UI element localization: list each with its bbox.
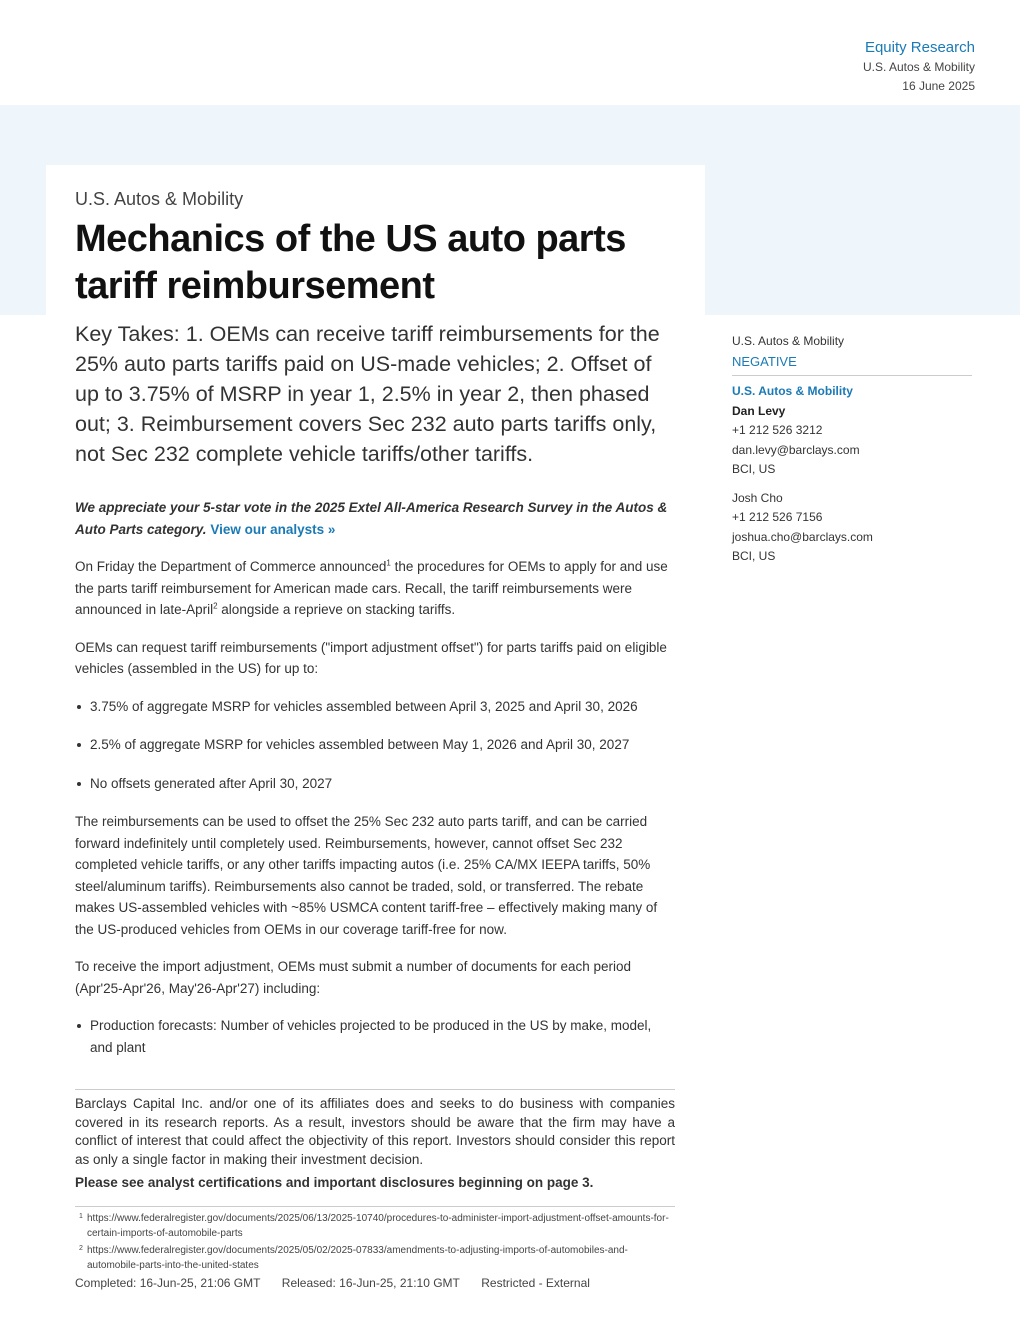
disclosure-text: Barclays Capital Inc. and/or one of its affiliates does and seeks to do business with companies covered in its research reports. As a result, investors should be aware that the firm may have a conflict of interest that could affect the objectivity of this report. Investors should consider this report as only a single factor in making their investment decision. bbox=[75, 1096, 675, 1167]
footnote-1 bbox=[75, 1211, 675, 1241]
list-item: No offsets generated after April 30, 2027 bbox=[75, 773, 675, 795]
offset-bullet-list bbox=[75, 696, 675, 795]
list-item: 2.5% of aggregate MSRP for vehicles assembled between May 1, 2026 and April 30, 2027 bbox=[75, 734, 675, 756]
survey-text: We appreciate your 5-star vote in the 2025 Extel All-America Research Survey in the Autos & Auto Parts category. bbox=[75, 500, 668, 537]
page-footer bbox=[75, 1276, 608, 1290]
header-sector: U.S. Autos & Mobility bbox=[862, 60, 975, 74]
sidebar bbox=[732, 332, 972, 567]
list-item: 3.75% of aggregate MSRP for vehicles assembled between April 3, 2025 and April 30, 2026 bbox=[75, 696, 675, 718]
paragraph-1-text-b: the procedures for OEMs to apply for and use the parts tariff reimbursement for American made cars. Recall, the tariff reimbursements were announced in late-April bbox=[75, 559, 668, 617]
sector-label: U.S. Autos & Mobility bbox=[75, 189, 244, 209]
sidebar-sector: U.S. Autos & Mobility bbox=[732, 334, 845, 348]
analyst-email[interactable]: joshua.cho@barclays.com bbox=[732, 529, 873, 544]
equity-research-label: Equity Research bbox=[864, 39, 975, 56]
disclosure-certification: Please see analyst certifications and important disclosures beginning on page 3. bbox=[75, 1175, 594, 1190]
paragraph-1-text-c: alongside a reprieve on stacking tariffs. bbox=[217, 602, 456, 617]
analyst-entity: BCI, US bbox=[732, 549, 776, 563]
footnote-url[interactable]: https://www.federalregister.gov/documents/2025/05/02/2025-07833/amendments-to-adjusting-imports-of-automobiles-and-automobile-parts-into-the-united-states bbox=[87, 1245, 628, 1271]
key-takes: Key Takes: 1. OEMs can receive tariff reimbursements for the 25% auto parts tariffs paid on US-made vehicles; 2. Offset of up to 3.75% of MSRP in year 1, 2.5% in year 2, then phased out; 3. Reimbursement covers Sec 232 auto parts tariffs only, not Sec 232 complete vehicle tariffs/other tariffs. bbox=[75, 322, 660, 466]
footnote-number: 2 bbox=[79, 1245, 83, 1252]
title-line-2: tariff reimbursement bbox=[75, 265, 435, 307]
analyst-team: U.S. Autos & Mobility bbox=[732, 384, 853, 398]
footnote-ref-1[interactable]: 1 bbox=[386, 558, 391, 568]
analyst-phone: +1 212 526 3212 bbox=[732, 423, 823, 437]
disclosure-box bbox=[75, 1089, 675, 1193]
paragraph-4: To receive the import adjustment, OEMs must submit a number of documents for each period (Apr'25-Apr'26, May'26-Apr'27) including: bbox=[75, 959, 631, 996]
survey-note bbox=[75, 497, 675, 540]
restricted-label: Restricted - External bbox=[481, 1276, 590, 1290]
footnote-2 bbox=[75, 1243, 675, 1273]
paragraph-1 bbox=[75, 556, 675, 621]
analyst-name: Dan Levy bbox=[732, 403, 786, 418]
footnote-number: 1 bbox=[79, 1213, 83, 1220]
report-header bbox=[863, 38, 975, 96]
report-title bbox=[75, 216, 695, 310]
analyst-phone: +1 212 526 7156 bbox=[732, 510, 823, 524]
footnote-ref-2[interactable]: 2 bbox=[213, 601, 218, 611]
report-body bbox=[75, 497, 675, 1075]
analyst-entity: BCI, US bbox=[732, 462, 776, 476]
list-item: Production forecasts: Number of vehicles projected to be produced in the US by make, model, and plant bbox=[75, 1015, 675, 1058]
report-date: 16 June 2025 bbox=[902, 79, 975, 93]
footnote-url[interactable]: https://www.federalregister.gov/documents/2025/06/13/2025-10740/procedures-to-administer-import-adjustment-offset-amounts-for-certain-imports-of-automobile-parts bbox=[87, 1213, 669, 1239]
sidebar-divider bbox=[732, 375, 972, 376]
analyst-email[interactable]: dan.levy@barclays.com bbox=[732, 442, 860, 457]
analyst-name: Josh Cho bbox=[732, 490, 783, 505]
analyst-spacer bbox=[732, 480, 972, 489]
view-analysts-link[interactable]: View our analysts » bbox=[210, 521, 336, 537]
documents-bullet-list bbox=[75, 1015, 675, 1058]
title-line-1: Mechanics of the US auto parts bbox=[75, 218, 626, 260]
released-timestamp: Released: 16-Jun-25, 21:10 GMT bbox=[281, 1276, 460, 1290]
completed-timestamp: Completed: 16-Jun-25, 21:06 GMT bbox=[75, 1276, 261, 1290]
paragraph-3: The reimbursements can be used to offset the 25% Sec 232 auto parts tariff, and can be carried forward indefinitely until completely used. Reimbursements, however, cannot offset Sec 232 completed vehicle tariffs, or any other tariffs impacting autos (i.e. 25% CA/MX IEEPA tariffs, 50% steel/aluminum tariffs). Reimbursements also cannot be traded, sold, or transferred. The rebate makes US-assembled vehicles with ~85% USMCA content tariff-free – effectively making many of the US-produced vehicles from OEMs in our coverage tariff-free for now. bbox=[75, 814, 658, 937]
industry-rating: NEGATIVE bbox=[732, 353, 797, 369]
paragraph-1-text-a: On Friday the Department of Commerce announced bbox=[75, 559, 387, 574]
paragraph-2: OEMs can request tariff reimbursements ("import adjustment offset") for parts tariffs paid on eligible vehicles (assembled in the US) for up to: bbox=[75, 639, 667, 676]
footnotes bbox=[75, 1206, 675, 1275]
